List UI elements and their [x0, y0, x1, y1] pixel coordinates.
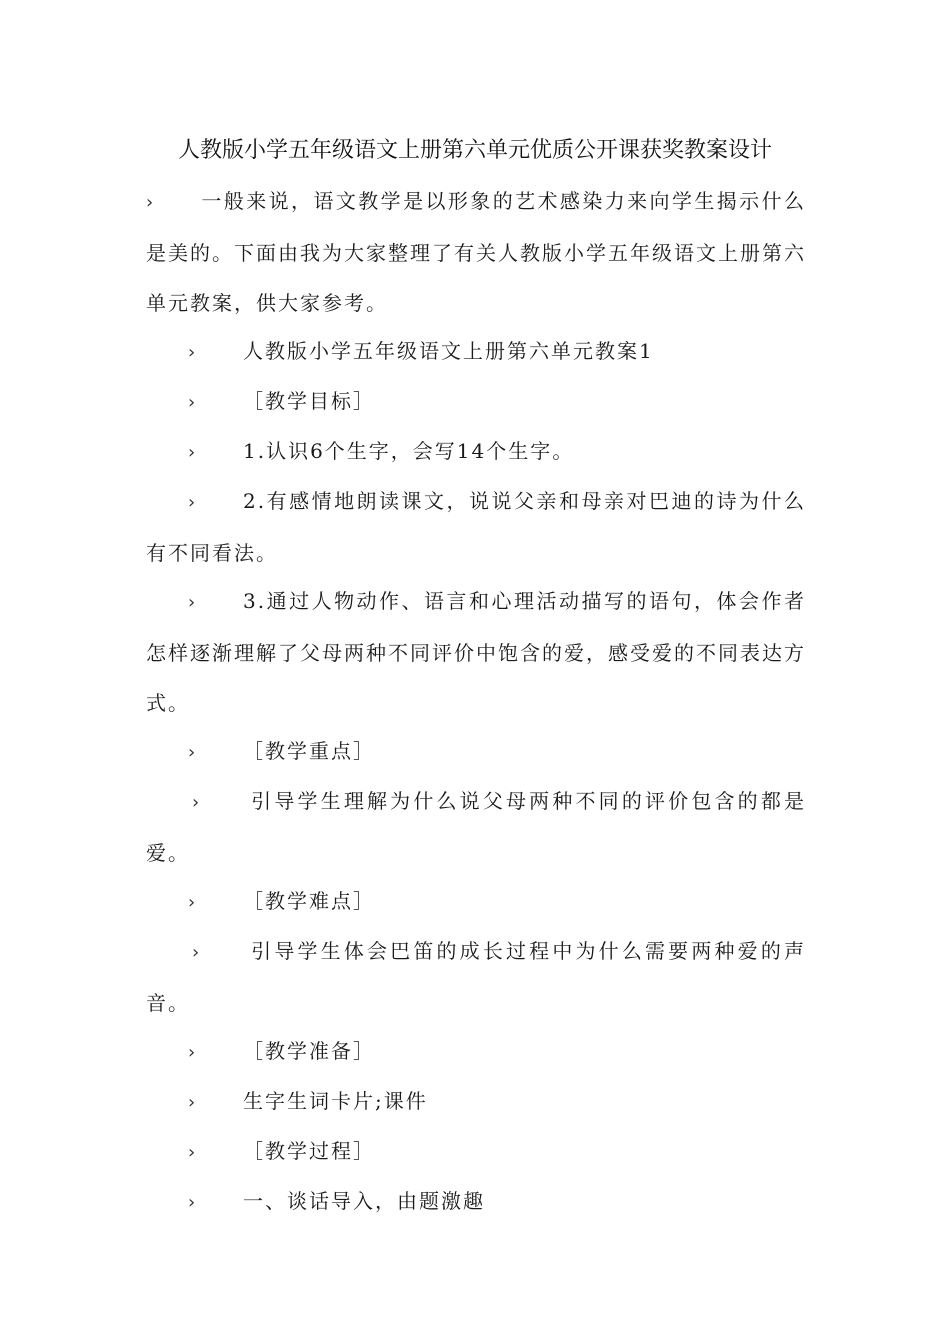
paragraph-goals-heading: [146, 376, 806, 428]
paragraph-text: 生字生词卡片;课件: [243, 1089, 428, 1113]
bullet-marker: ›: [188, 1092, 198, 1113]
paragraph-lesson-heading: [146, 326, 806, 378]
bullet-marker: ›: [188, 392, 198, 413]
paragraph-text: 人教版小学五年级语文上册第六单元教案1: [243, 339, 654, 363]
bullet-marker: ›: [192, 792, 202, 813]
paragraph-text: ［教学过程］: [243, 1139, 375, 1163]
paragraph-difficulty: [146, 926, 806, 1028]
paragraph-text: ［教学重点］: [243, 739, 375, 763]
paragraph-text: ［教学目标］: [243, 389, 375, 413]
paragraph-prep: [146, 1076, 806, 1128]
paragraph-text: 引导学生体会巴笛的成长过程中为什么需要两种爱的声音。: [146, 939, 806, 1015]
paragraph-text: 3.通过人物动作、语言和心理活动描写的语句，体会作者怎样逐渐理解了父母两种不同评价中饱含的爱，感受爱的不同表达方式。: [146, 589, 806, 715]
bullet-marker: ›: [188, 1192, 198, 1213]
bullet-marker: ›: [188, 592, 198, 613]
bullet-marker: ›: [188, 742, 198, 763]
paragraph-text: 一般来说，语文教学是以形象的艺术感染力来向学生揭示什么是美的。下面由我为大家整理了有关人教版小学五年级语文上册第六单元教案，供大家参考。: [146, 189, 806, 315]
bullet-marker: ›: [188, 1042, 198, 1063]
paragraph-key-point: [146, 776, 806, 878]
bullet-marker: ›: [188, 892, 198, 913]
paragraph-difficulty-heading: [146, 876, 806, 928]
bullet-marker: ›: [192, 942, 202, 963]
document-title: 人教版小学五年级语文上册第六单元优质公开课获奖教案设计: [177, 138, 772, 163]
paragraph-intro: [146, 176, 806, 328]
paragraph-text: ［教学准备］: [243, 1039, 375, 1063]
paragraph-text: 2.有感情地朗读课文，说说父亲和母亲对巴迪的诗为什么有不同看法。: [146, 489, 806, 565]
paragraph-text: 一、谈话导入，由题激趣: [243, 1189, 485, 1213]
paragraph-step-1: [146, 1176, 806, 1228]
paragraph-goal-3: [146, 576, 806, 728]
bullet-marker: ›: [146, 192, 156, 213]
bullet-marker: ›: [188, 342, 198, 363]
bullet-marker: ›: [188, 492, 198, 513]
bullet-marker: ›: [188, 442, 198, 463]
paragraph-text: 1.认识6个生字，会写14个生字。: [243, 439, 575, 463]
paragraph-prep-heading: [146, 1026, 806, 1078]
bullet-marker: ›: [188, 1142, 198, 1163]
paragraph-text: ［教学难点］: [243, 889, 375, 913]
paragraph-key-heading: [146, 726, 806, 778]
paragraph-goal-1: [146, 426, 806, 478]
paragraph-text: 引导学生理解为什么说父母两种不同的评价包含的都是爱。: [146, 789, 806, 865]
paragraph-process-heading: [146, 1126, 806, 1178]
paragraph-goal-2: [146, 476, 806, 578]
